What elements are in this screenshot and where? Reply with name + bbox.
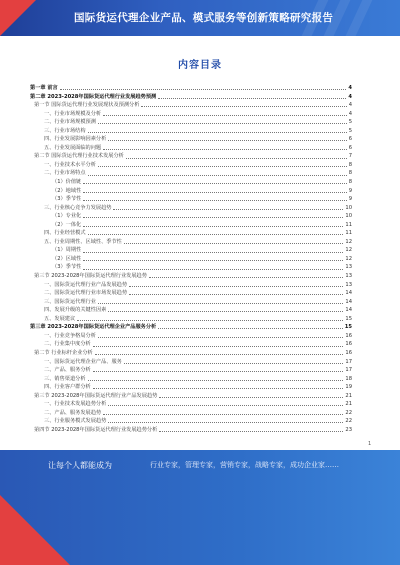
toc-leader-dots (77, 319, 343, 321)
toc-entry[interactable] (30, 289, 352, 298)
toc-entry-page: 4 (348, 85, 352, 91)
toc-leader-dots (93, 387, 344, 389)
toc-entry[interactable] (30, 315, 352, 324)
toc-entry-page: 16 (345, 349, 352, 356)
footer-slogan-left: 让每个人都能成为 (48, 461, 112, 470)
toc-entry[interactable] (30, 84, 352, 93)
toc-entry[interactable] (30, 426, 352, 435)
toc-leader-dots (88, 379, 344, 381)
toc-entry[interactable] (30, 409, 352, 418)
toc-entry[interactable] (30, 255, 352, 264)
toc-leader-dots (83, 225, 343, 227)
toc-entry-label: 五、行业发展面临的问题 (44, 144, 102, 151)
toc-entry[interactable] (30, 417, 352, 426)
toc-entry-label: 一、国际货运代理行业产品发展趋势 (44, 281, 128, 288)
toc-entry[interactable] (30, 178, 352, 187)
toc-leader-dots (83, 191, 346, 193)
toc-leader-dots (113, 208, 343, 210)
toc-leader-dots (83, 182, 346, 184)
toc-entry-page: 4 (348, 102, 352, 109)
toc-entry[interactable] (30, 400, 352, 409)
red-corner-shape (0, 0, 36, 36)
report-title: 国际货运代理企业产品、模式服务等创新策略研究报告 (74, 12, 334, 24)
toc-entry-label: （1）价值链 (52, 179, 82, 186)
toc-leader-dots (103, 148, 347, 150)
toc-entry-label: 第三章 2023-2028年国际货运代理企业产品服务分析 (30, 324, 157, 331)
red-triangle-shape (0, 495, 70, 565)
toc-entry-label: 一、行业市场规模及分析 (44, 110, 102, 117)
toc-entry[interactable] (30, 358, 352, 367)
toc-entry-label: 二、行业市场特点 (44, 170, 86, 177)
toc-entry[interactable] (30, 306, 352, 315)
toc-entry-page: 9 (348, 196, 352, 203)
toc-leader-dots (83, 268, 343, 270)
toc-entry-page: 19 (345, 384, 352, 391)
toc-leader-dots (95, 353, 344, 355)
toc-leader-dots (93, 345, 344, 347)
toc-leader-dots (158, 327, 343, 329)
toc-entry[interactable] (30, 332, 352, 341)
toc-entry-page: 16 (345, 341, 352, 348)
toc-entry-page: 11 (345, 221, 352, 228)
toc-entry-label: 一、行业技术水平分析 (44, 161, 96, 168)
toc-entry-page: 18 (345, 375, 352, 382)
toc-entry-page: 11 (345, 230, 352, 237)
toc-entry[interactable] (30, 152, 352, 161)
toc-entry-page: 12 (345, 247, 352, 254)
toc-entry[interactable] (30, 212, 352, 221)
toc-entry-label: 二、产品、服务发展趋势 (44, 409, 102, 416)
toc-entry-page: 15 (344, 324, 352, 331)
toc-leader-dots (98, 165, 347, 167)
toc-entry-page: 17 (345, 358, 352, 365)
toc-leader-dots (88, 131, 347, 133)
report-header-banner (0, 0, 400, 36)
toc-entry-label: 四、发展升级的关键性因素 (44, 307, 107, 314)
toc-entry[interactable] (30, 195, 352, 204)
toc-leader-dots (103, 114, 347, 116)
toc-entry-page: 4 (348, 110, 352, 117)
table-of-contents (30, 84, 352, 434)
toc-entry-label: 四、行业客户群分析 (44, 384, 91, 391)
toc-leader-dots (108, 404, 343, 406)
toc-entry-label: （2）一体化 (52, 221, 82, 228)
toc-entry-label: 一、国际货运代理企业产品、服务 (44, 358, 122, 365)
toc-entry-page: 15 (345, 315, 352, 322)
toc-entry-label: 一、行业技术发展趋势分析 (44, 401, 107, 408)
toc-leader-dots (98, 122, 347, 124)
toc-leader-dots (103, 413, 343, 415)
toc-entry-label: 二、行业集中度分析 (44, 341, 91, 348)
toc-leader-dots (126, 157, 347, 159)
toc-leader-dots (93, 370, 344, 372)
toc-entry-page: 14 (345, 298, 352, 305)
toc-entry-label: （1）周期性 (52, 247, 82, 254)
toc-leader-dots (83, 259, 343, 261)
toc-entry-page: 8 (348, 170, 352, 177)
toc-entry-label: 二、行业市场规模预测 (44, 119, 96, 126)
toc-entry-page: 4 (348, 93, 352, 100)
toc-entry[interactable] (30, 238, 352, 247)
toc-entry[interactable] (30, 392, 352, 401)
toc-entry[interactable] (30, 135, 352, 144)
toc-entry-label: 第四节 2023-2028年国际货运代理行业发展趋势分析 (34, 426, 158, 433)
toc-entry-label: 五、行业周期性、区域性、季节性 (44, 238, 122, 245)
toc-leader-dots (159, 430, 343, 432)
toc-leader-dots (83, 251, 343, 253)
toc-entry-page: 21 (345, 392, 352, 399)
toc-entry[interactable] (30, 272, 352, 281)
toc-entry-label: 四、行业经营模式 (44, 230, 86, 237)
toc-entry-label: 四、行业发展影响因素分析 (44, 136, 107, 143)
toc-entry-label: 二、国际货运代理行业市场发展趋势 (44, 290, 128, 297)
toc-entry[interactable] (30, 204, 352, 213)
toc-entry-label: 第一节 国际货运代理行业发展现状及预测分析 (34, 102, 140, 109)
toc-entry-page: 8 (348, 161, 352, 168)
toc-entry-page: 21 (345, 401, 352, 408)
toc-entry[interactable] (30, 349, 352, 358)
toc-entry[interactable] (30, 366, 352, 375)
toc-entry-label: 二、产品、服务分析 (44, 367, 91, 374)
toc-entry[interactable] (30, 298, 352, 307)
toc-entry[interactable] (30, 246, 352, 255)
toc-entry-label: （3）季节性 (52, 196, 82, 203)
toc-leader-dots (83, 216, 343, 218)
toc-entry-page: 17 (345, 367, 352, 374)
toc-entry[interactable] (30, 93, 352, 102)
toc-entry[interactable] (30, 127, 352, 136)
toc-entry[interactable] (30, 101, 352, 110)
toc-entry[interactable] (30, 375, 352, 384)
toc-entry-label: 五、发展建议 (44, 315, 76, 322)
toc-leader-dots (108, 139, 346, 141)
toc-entry-label: 三、行业市场结构 (44, 127, 86, 134)
toc-entry-label: 第二章 2023-2028年国际货运代理行业发展趋势预测 (30, 93, 157, 100)
toc-entry-page: 14 (345, 307, 352, 314)
toc-entry-page: 6 (348, 136, 352, 143)
toc-leader-dots (60, 88, 347, 90)
toc-entry-page: 16 (345, 332, 352, 339)
toc-entry-page: 10 (345, 213, 352, 220)
toc-entry-page: 5 (348, 127, 352, 134)
toc-leader-dots (88, 233, 344, 235)
toc-entry[interactable] (30, 340, 352, 349)
toc-entry-page: 8 (348, 179, 352, 186)
toc-entry[interactable] (30, 221, 352, 230)
toc-entry[interactable] (30, 229, 352, 238)
toc-entry-page: 23 (345, 426, 352, 433)
toc-leader-dots (83, 199, 346, 201)
toc-leader-dots (108, 310, 343, 312)
toc-entry-page: 12 (345, 238, 352, 245)
toc-leader-dots (124, 242, 344, 244)
toc-leader-dots (98, 336, 344, 338)
toc-leader-dots (158, 97, 346, 99)
toc-leader-dots (159, 396, 343, 398)
toc-leader-dots (129, 285, 343, 287)
toc-heading: 内容目录 (178, 60, 222, 71)
toc-leader-dots (108, 421, 343, 423)
toc-entry-page: 5 (348, 119, 352, 126)
toc-entry[interactable] (30, 187, 352, 196)
toc-entry-label: 第三节 2023-2028年国际货运代理行业发展趋势 (34, 273, 147, 280)
toc-entry-page: 6 (348, 144, 352, 151)
toc-entry[interactable] (30, 169, 352, 178)
toc-entry-label: 三、行业核心竞争力发展趋势 (44, 204, 112, 211)
toc-entry-label: 第二节 国际货运代理行业技术发展分析 (34, 153, 124, 160)
toc-entry-page: 22 (345, 409, 352, 416)
toc-entry-page: 13 (345, 273, 352, 280)
toc-entry-page: 9 (348, 187, 352, 194)
toc-entry-page: 14 (345, 290, 352, 297)
page-number: 1 (368, 441, 372, 447)
toc-entry-label: 一、行业竞争格局分析 (44, 332, 96, 339)
toc-entry[interactable] (30, 383, 352, 392)
toc-entry[interactable] (30, 263, 352, 272)
toc-entry-page: 12 (345, 255, 352, 262)
toc-entry[interactable] (30, 118, 352, 127)
toc-entry[interactable] (30, 110, 352, 119)
footer-slogan-right: 行业专家，管理专家，营销专家，战略专家，成功企业家…… (150, 461, 339, 469)
toc-entry-label: （2）地域性 (52, 187, 82, 194)
toc-entry[interactable] (30, 161, 352, 170)
toc-entry[interactable] (30, 281, 352, 290)
toc-entry-page: 10 (345, 204, 352, 211)
toc-leader-dots (141, 105, 346, 107)
toc-entry-label: （3）季节性 (52, 264, 82, 271)
toc-entry-page: 13 (345, 264, 352, 271)
toc-entry-label: 三、销售渠道分析 (44, 375, 86, 382)
toc-leader-dots (149, 276, 343, 278)
toc-entry-page: 7 (348, 153, 352, 160)
toc-leader-dots (129, 293, 343, 295)
toc-entry[interactable] (30, 323, 352, 332)
toc-entry-label: 三、国际货运代理行业 (44, 298, 96, 305)
toc-entry-label: 第二节 行业标杆企业分析 (34, 349, 93, 356)
toc-entry-label: 第三节 2023-2028年国际货运代理行业产品发展趋势 (34, 392, 158, 399)
report-footer-banner (0, 450, 400, 565)
toc-entry-page: 13 (345, 281, 352, 288)
toc-leader-dots (88, 174, 347, 176)
toc-entry-label: （1）专业化 (52, 213, 82, 220)
toc-entry-label: 三、行业服务模式发展趋势 (44, 418, 107, 425)
toc-entry[interactable] (30, 144, 352, 153)
toc-entry-label: （2）区域性 (52, 255, 82, 262)
toc-entry-label: 第一章 前言 (30, 85, 58, 91)
toc-entry-page: 22 (345, 418, 352, 425)
toc-leader-dots (124, 362, 344, 364)
toc-leader-dots (98, 302, 344, 304)
